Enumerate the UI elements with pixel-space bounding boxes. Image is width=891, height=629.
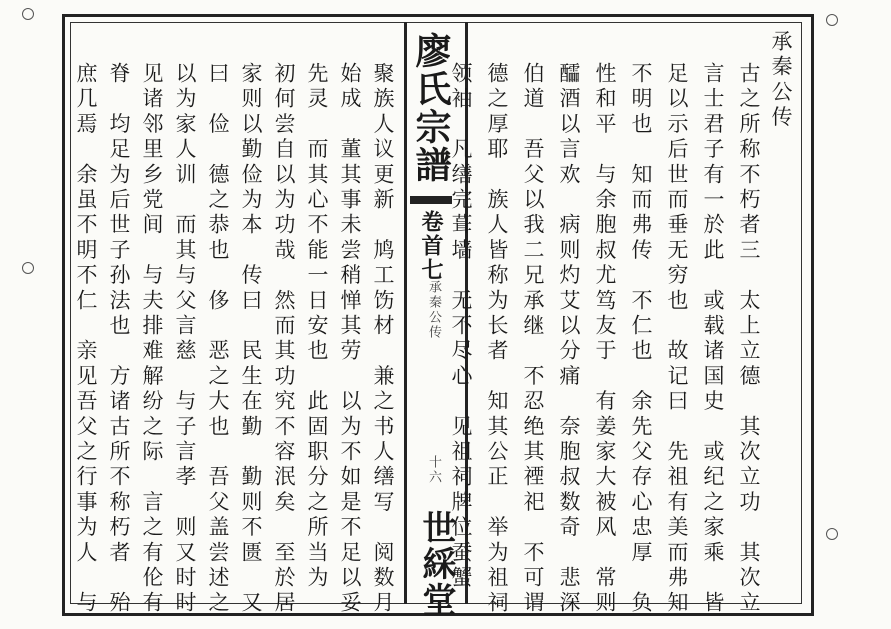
fishtail-mark <box>410 196 452 204</box>
text-column: 始成 董其事未尝稍惮其劳 以为不如是不足以妥 <box>338 62 362 617</box>
hall-name: 世綵堂 <box>416 510 456 618</box>
text-column: 以为家人训 而其与父言慈 与子言孝 则又时时 <box>173 62 197 617</box>
book-title: 廖氏宗譜 <box>410 32 452 184</box>
text-column: 性和平 与余胞叔尤笃友于 有姜家大被风 常则 <box>593 62 617 617</box>
text-column: 领袖 凡缮完葺墙 无不尽心 见祖祠牌位蚕蟹 <box>449 62 473 592</box>
binding-hole-icon <box>826 528 838 540</box>
text-column: 言士君子有一於此 或载诸国史 或纪之家乘 皆 <box>701 62 725 617</box>
biography-heading: 承秦公传 <box>769 30 793 131</box>
text-column: 德之厚耶 族人皆称为长者 知其公正 举为祖祠 <box>485 62 509 617</box>
text-column: 见诸邻里乡党间 与夫排难解纷之际 言之有伦有 <box>140 62 164 617</box>
volume-label: 卷首七 <box>418 210 444 282</box>
text-column: 古之所称不朽者三 太上立德 其次立功 其次立 <box>737 62 761 617</box>
text-column: 初何尝自以为功哉 然而其功究不容泯矣 至於居 <box>272 62 296 617</box>
page-number: 十六 <box>426 455 441 485</box>
text-column: 足以示后世而垂无穷也 故记曰 先祖有美而弗知 <box>665 62 689 617</box>
binding-hole-icon <box>22 8 34 20</box>
text-column: 脊 均足为后世子孙法也 方诸古所不称朽者 殆 <box>107 62 131 617</box>
text-column: 先灵 而其心不能一日安也 此固职分之所当为 <box>305 62 329 592</box>
text-column: 曰 俭 德之恭也 侈 恶之大也 吾父盖尝述之 <box>206 62 230 617</box>
text-column: 庶几焉 余虽不明不仁 亲见吾父之行事为人 与 <box>74 62 98 617</box>
text-column: 不明也 知而弗传 不仁也 余先父存心忠厚 负 <box>629 62 653 617</box>
binding-hole-icon <box>826 14 838 26</box>
text-column: 醽酒以言欢 病则灼艾以分痛 奈胞叔数奇 悲深 <box>557 62 581 617</box>
binding-hole-icon <box>22 262 34 274</box>
text-column: 家则以勤俭为本 传曰 民生在勤 勤则不匮 又 <box>239 62 263 617</box>
section-label: 承秦公传 <box>426 280 441 340</box>
text-column: 聚族人议更新 鸠工饬材 兼之书人缮写 阅数月 <box>371 62 395 617</box>
text-column: 伯道 吾父以我二兄承继 不忍绝其禋祀 不可谓 <box>521 62 545 617</box>
